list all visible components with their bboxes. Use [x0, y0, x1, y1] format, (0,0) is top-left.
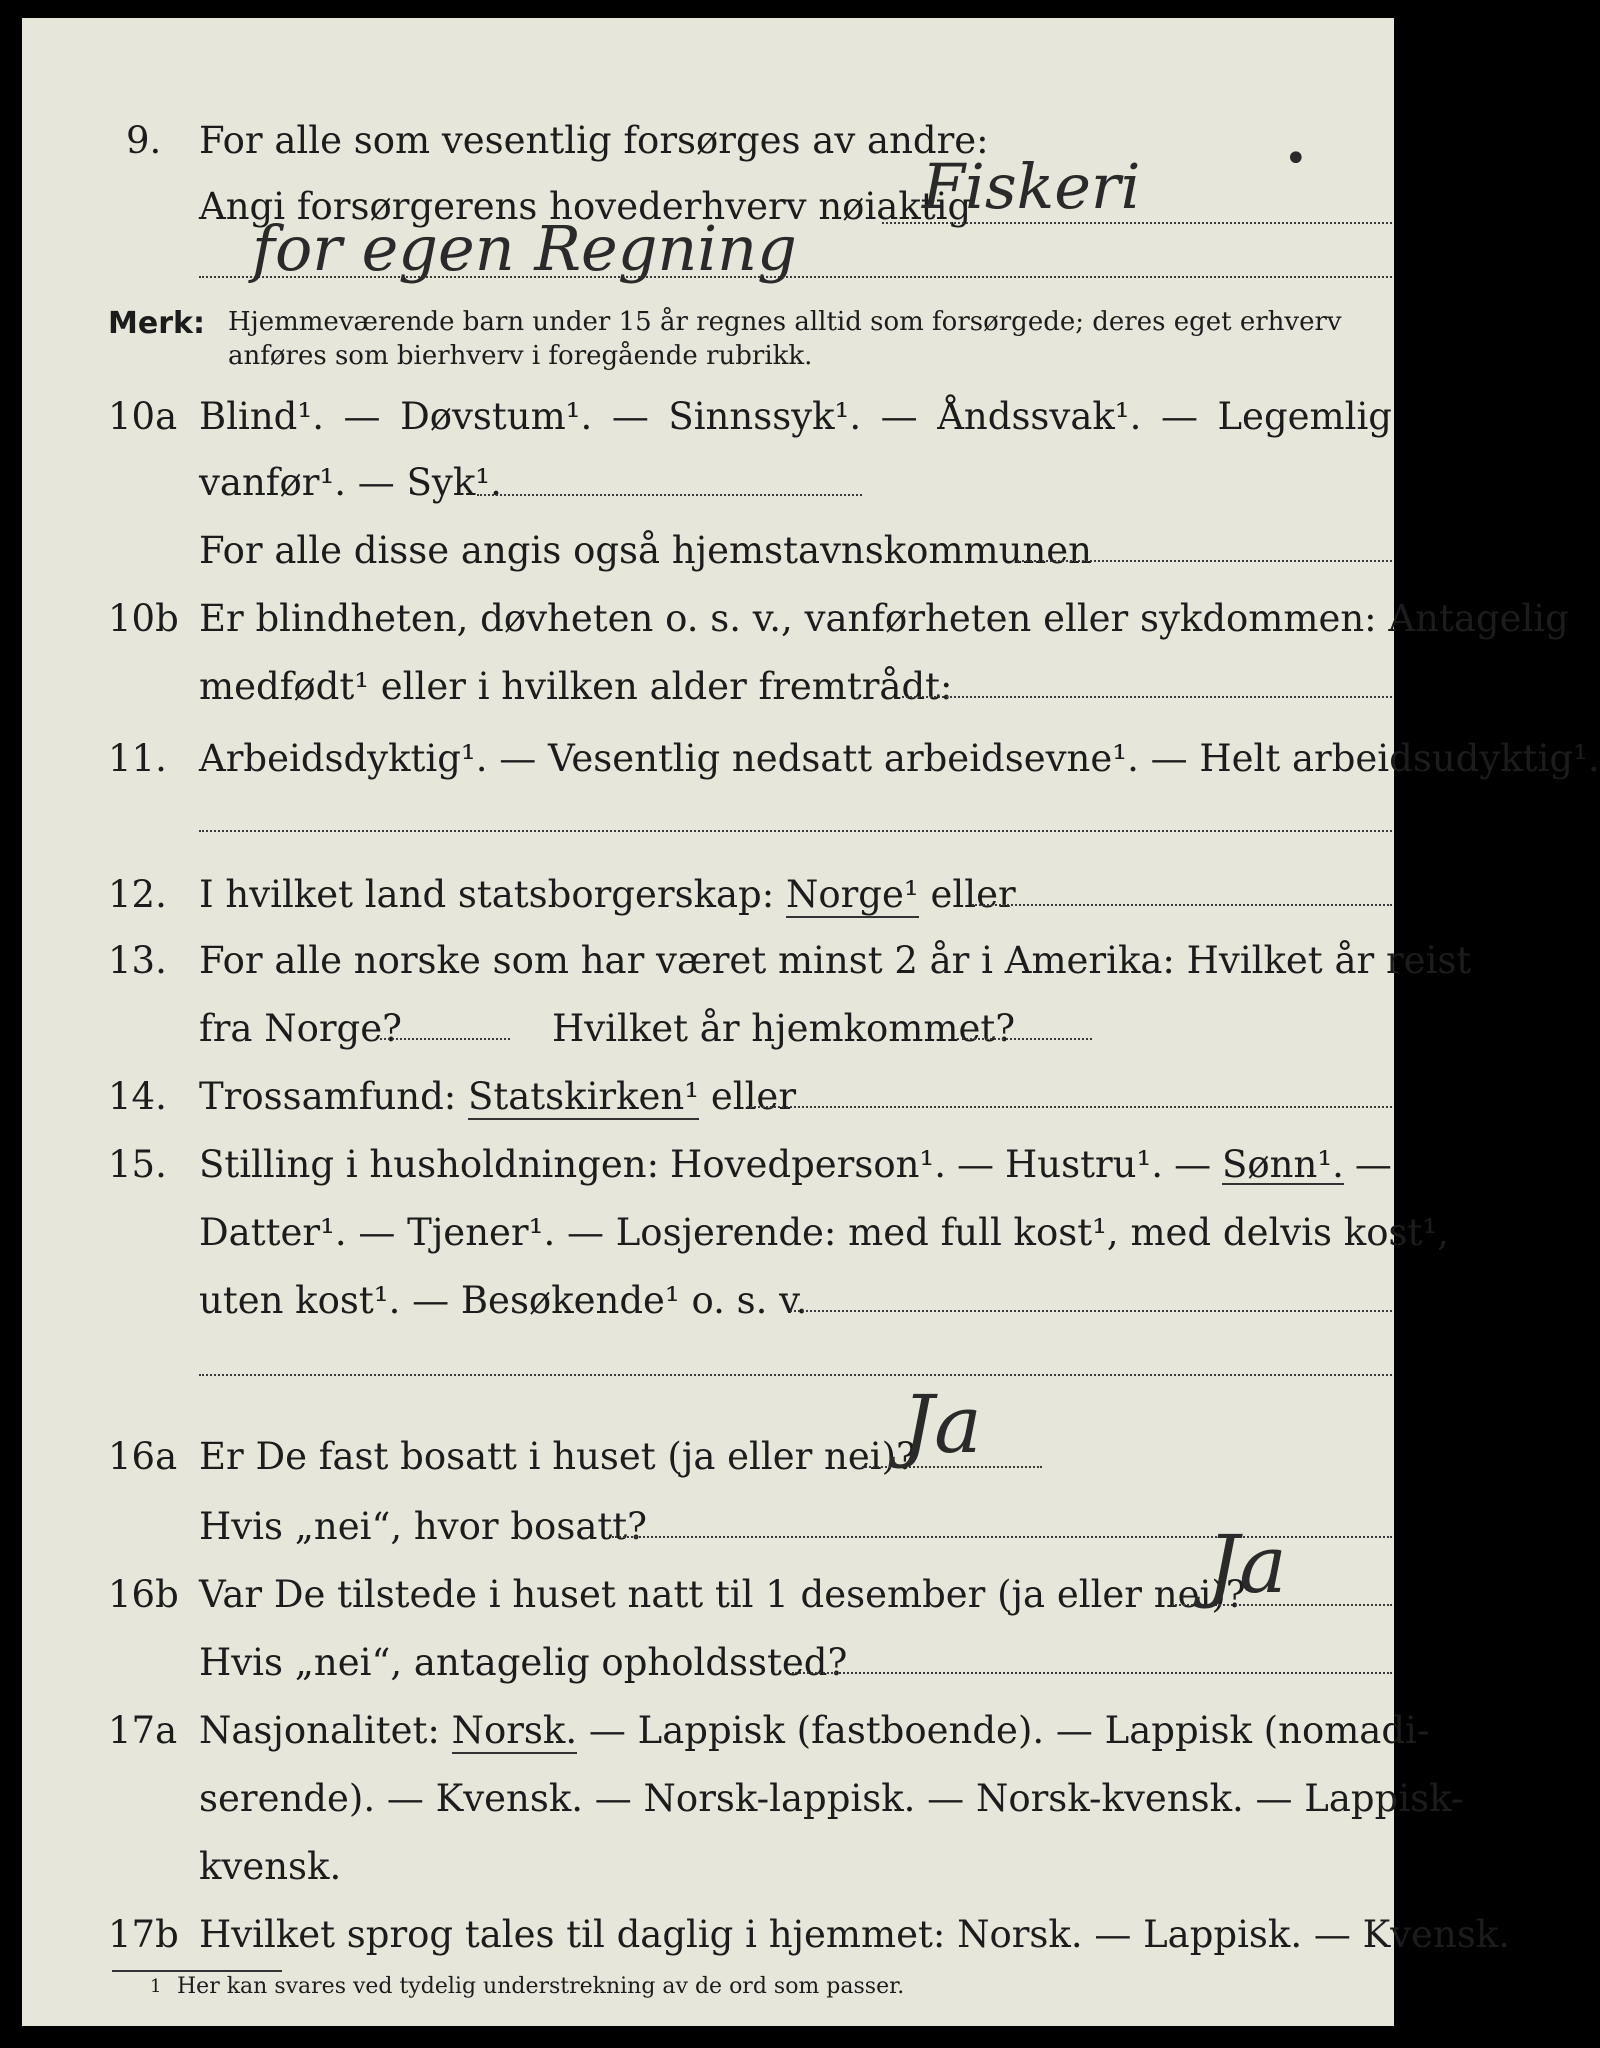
q15-number: 15. [108, 1143, 167, 1186]
dash: — [880, 395, 918, 438]
dash: — [611, 395, 649, 438]
q10a-andssvak: Åndssvak¹. [937, 395, 1142, 438]
q16b-line1: Var De tilstede i huset natt til 1 desember (ja eller nei)? [199, 1573, 1246, 1616]
q14-number: 14. [108, 1075, 167, 1118]
q15-line2: Datter¹. — Tjener¹. — Losjerende: med full kost¹, med delvis kost¹, [199, 1211, 1449, 1254]
q12-answer-line[interactable] [972, 904, 1392, 906]
q10a-line2: vanfør¹. — Syk¹. [199, 461, 502, 504]
q16a-line2: Hvis „nei“, hvor bosatt? [199, 1505, 647, 1548]
q15-line1 [199, 1143, 1392, 1186]
merk-line2: anføres som bierhverv i foregående rubrikk. [228, 341, 813, 371]
q14-answer-line[interactable] [747, 1106, 1392, 1108]
dash: — [957, 1143, 995, 1186]
q10a-hjemstavn-line[interactable] [1017, 560, 1392, 562]
q17b-number: 17b [108, 1913, 179, 1956]
census-form-page [22, 18, 1600, 2026]
q17a-line2: serende). — Kvensk. — Norsk-lappisk. — Norsk-kvensk. — Lappisk- [199, 1777, 1464, 1820]
q17a-rest: — Lappisk (fastboende). — Lappisk (nomadi- [588, 1709, 1430, 1752]
merk-line1: Hjemmeværende barn under 15 år regnes alltid som forsørgede; deres eget erhverv [228, 307, 1342, 337]
q10a-line3: For alle disse angis også hjemstavnskommunen [199, 529, 1093, 572]
q16a-handwritten-answer: Ja [902, 1378, 982, 1471]
q17a-norsk-underlined: Norsk. [451, 1709, 578, 1752]
footnote-rule [112, 1970, 282, 1972]
q15-sonn-underlined: Sønn¹. [1222, 1143, 1344, 1186]
q16b-line2: Hvis „nei“, antagelig opholdssted? [199, 1641, 848, 1684]
q16b-opholdssted-line[interactable] [792, 1672, 1392, 1674]
q10a-dovstum: Døvstum¹. [400, 395, 593, 438]
q15-stilling: Stilling i husholdningen: [199, 1143, 660, 1186]
q15-line3: uten kost¹. — Besøkende¹ o. s. v. [199, 1279, 808, 1322]
q14-statskirken-underlined: Statskirken¹ [468, 1075, 700, 1118]
q16b-number: 16b [108, 1573, 179, 1616]
footnote-mark: 1 [150, 1976, 162, 1997]
q13-hjemkommet-line[interactable] [957, 1038, 1092, 1040]
q9-handwritten-answer-1: Fiskeri [922, 150, 1141, 223]
q14-line [199, 1075, 797, 1118]
q13-line2b: Hvilket år hjemkommet? [552, 1007, 1016, 1050]
q10a-answer-line[interactable] [477, 494, 862, 496]
q16a-line1: Er De fast bosatt i huset (ja eller nei)? [199, 1435, 916, 1478]
q16a-number: 16a [108, 1435, 178, 1478]
q10b-line2: medfødt¹ eller i hvilken alder fremtrådt: [199, 665, 953, 708]
dash: — [343, 395, 381, 438]
q13-line1: For alle norske som har været minst 2 år i Amerika: Hvilket år reist [199, 939, 1472, 982]
q10a-line1 [199, 395, 1392, 438]
q17a-line3: kvensk. [199, 1845, 342, 1888]
merk-label: Merk: [108, 306, 205, 341]
q9-handwritten-answer-2: for egen Regning [252, 212, 797, 285]
q13-reist-line[interactable] [380, 1038, 510, 1040]
q12-number: 12. [108, 873, 167, 916]
q15-hustru: Hustru¹. [1005, 1143, 1164, 1186]
q16b-handwritten-answer: Ja [1207, 1518, 1287, 1611]
q11-line1: Arbeidsdyktig¹. — Vesentlig nedsatt arbeidsevne¹. — Helt arbeidsudyktig¹. [199, 737, 1600, 780]
q15-hovedperson: Hovedperson¹. [670, 1143, 947, 1186]
q12-prefix: I hvilket land statsborgerskap: [199, 873, 775, 916]
q10a-sinnssyk: Sinnssyk¹. [668, 395, 862, 438]
q10a-legemlig: Legemlig [1217, 395, 1392, 438]
q11-number: 11. [108, 737, 167, 780]
q11-answer-line[interactable] [199, 830, 1392, 832]
q17a-prefix: Nasjonalitet: [199, 1709, 440, 1752]
q12-line [199, 873, 1016, 916]
q14-prefix: Trossamfund: [199, 1075, 457, 1118]
q12-suffix: eller [930, 873, 1016, 916]
q9-number: 9. [126, 119, 162, 162]
q17a-number: 17a [108, 1709, 178, 1752]
q14-suffix: eller [710, 1075, 797, 1118]
footnote-text: Her kan svares ved tydelig understrekning av de ord som passer. [177, 1974, 905, 1999]
q17b-line1: Hvilket sprog tales til daglig i hjemmet: Norsk. — Lappisk. — Kvensk. [199, 1913, 1511, 1956]
q13-number: 13. [108, 939, 167, 982]
q10b-answer-line[interactable] [902, 696, 1392, 698]
q10b-number: 10b [108, 597, 179, 640]
q13-line2a: fra Norge? [199, 1007, 402, 1050]
q10a-number: 10a [108, 395, 178, 438]
q17a-line1 [199, 1709, 1430, 1752]
dash: — [1160, 395, 1198, 438]
q10a-blind: Blind¹. [199, 395, 324, 438]
q15-answer-line2[interactable] [199, 1374, 1392, 1376]
ink-dot: • [1284, 136, 1308, 182]
q9-line1: For alle som vesentlig forsørges av andre: [199, 119, 989, 162]
dash: — [1174, 1143, 1212, 1186]
q10b-line1: Er blindheten, døvheten o. s. v., vanførheten eller sykdommen: Antagelig [199, 597, 1569, 640]
dash: — [1354, 1143, 1392, 1186]
q15-answer-line1[interactable] [790, 1310, 1392, 1312]
q9-line2: Angi forsørgerens hovederhverv nøiaktig [199, 185, 972, 228]
q12-norge-underlined: Norge¹ [785, 873, 919, 916]
